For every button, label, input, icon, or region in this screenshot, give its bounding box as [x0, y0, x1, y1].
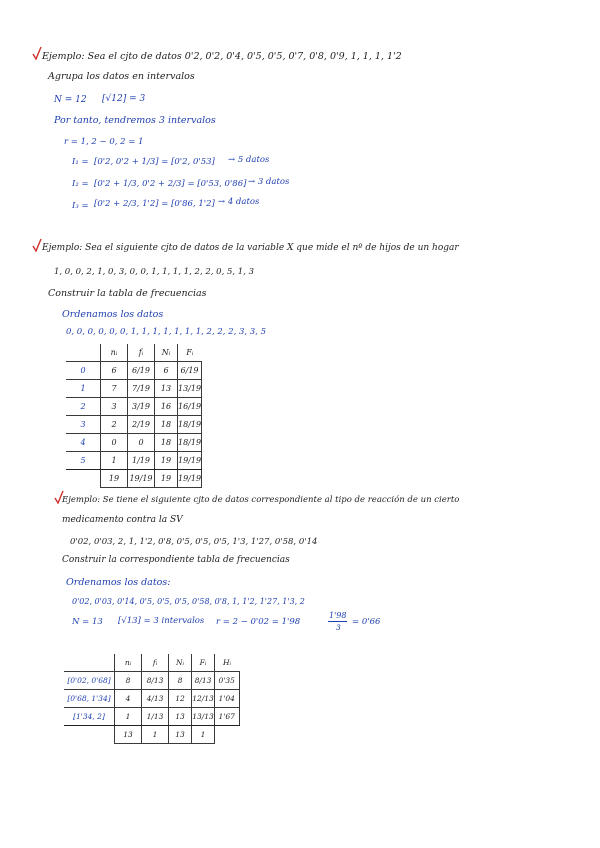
check-mark-icon [32, 238, 42, 252]
interval-3-count: → 4 datos [218, 197, 260, 207]
table-cell: 19/19 [128, 470, 155, 488]
table-header-cell: fᵢ [142, 654, 169, 672]
table-cell [215, 726, 240, 744]
table-cell: 19 [155, 452, 178, 470]
table-cell [64, 654, 115, 672]
check-mark-icon [32, 46, 42, 60]
table-cell: 1 [101, 452, 128, 470]
table-cell: 18 [155, 434, 178, 452]
table-cell: 12/13 [192, 690, 215, 708]
example3-raw-data: 0'02, 0'03, 2, 1, 1'2, 0'8, 0'5, 0'5, 0'5, 1'3, 1'27, 0'58, 0'14 [70, 537, 318, 547]
table-cell: 0'35 [215, 672, 240, 690]
example1-n: N = 12 [54, 95, 87, 105]
interval-3-label: I₃ = [72, 201, 89, 211]
table-cell: 1'67 [215, 708, 240, 726]
table-cell: 7 [101, 380, 128, 398]
example3-width-denominator: 3 [336, 623, 341, 632]
table-header-cell: nᵢ [115, 654, 142, 672]
frequency-table-2 [64, 654, 240, 744]
table-cell: 4 [66, 434, 101, 452]
table-cell: 13/19 [178, 380, 202, 398]
table-header-cell: Hᵢ [215, 654, 240, 672]
example2-ordered-heading: Ordenamos los datos [62, 309, 164, 320]
table-cell: [0'68, 1'34] [64, 690, 115, 708]
table-row [66, 398, 202, 416]
table-row [64, 690, 239, 708]
table-cell: 19/19 [178, 470, 202, 488]
table-cell [64, 726, 115, 744]
table-header-cell: Fᵢ [178, 344, 202, 362]
table-header-cell: Fᵢ [192, 654, 215, 672]
table-cell: [1'34, 2] [64, 708, 115, 726]
table-cell: 1/19 [128, 452, 155, 470]
table-cell: 1 [142, 726, 169, 744]
table-cell: 3 [101, 398, 128, 416]
table-cell: 8/13 [142, 672, 169, 690]
table-header-cell: nᵢ [101, 344, 128, 362]
table-header-row [66, 344, 202, 362]
interval-1-expr: [0'2, 0'2 + 1/3] = [0'2, 0'53] [94, 157, 215, 167]
example1-range: r = 1, 2 − 0, 2 = 1 [64, 137, 144, 147]
table-row [66, 380, 202, 398]
example3-n: N = 13 [72, 617, 103, 627]
frequency-table-1 [66, 344, 202, 488]
example3-instruction: Construir la correspondiente tabla de frecuencias [62, 555, 290, 565]
example3-ordered-heading: Ordenamos los datos: [66, 577, 171, 588]
table-cell: 3/19 [128, 398, 155, 416]
table-cell: 19 [101, 470, 128, 488]
table-cell: 1 [192, 726, 215, 744]
table-cell: 6/19 [178, 362, 202, 380]
table-cell: 13 [155, 380, 178, 398]
table-cell: 19 [155, 470, 178, 488]
interval-2-count: → 3 datos [248, 177, 290, 187]
interval-1-label: I₁ = [72, 157, 89, 167]
interval-1-count: → 5 datos [228, 155, 270, 165]
table-cell: 13 [169, 726, 192, 744]
table-row [64, 708, 239, 726]
table-cell: 7/19 [128, 380, 155, 398]
example2-raw-data: 1, 0, 0, 2, 1, 0, 3, 0, 0, 1, 1, 1, 1, 2, 2, 0, 5, 1, 3 [54, 267, 255, 277]
table-row [66, 434, 202, 452]
table-cell: 1'04 [215, 690, 240, 708]
interval-2-expr: [0'2 + 1/3, 0'2 + 2/3] = [0'53, 0'86] [94, 179, 247, 189]
example3-range: r = 2 − 0'02 = 1'98 [216, 617, 301, 627]
table-cell: 1 [115, 708, 142, 726]
table-cell [66, 344, 101, 362]
table-cell: 8/13 [192, 672, 215, 690]
table-cell: 1 [66, 380, 101, 398]
example2-instruction: Construir la tabla de frecuencias [48, 288, 207, 299]
table-cell: 6 [155, 362, 178, 380]
table-cell: 2 [101, 416, 128, 434]
table-cell: 13/13 [192, 708, 215, 726]
table-cell: 18/19 [178, 416, 202, 434]
table-cell: 16 [155, 398, 178, 416]
example1-title: Ejemplo: Sea el cjto de datos 0'2, 0'2, 0'4, 0'5, 0'5, 0'7, 0'8, 0'9, 1, 1, 1, 1'2 [42, 51, 402, 62]
table-totals-row [66, 470, 202, 488]
example3-width-numerator: 1'98 [329, 611, 347, 620]
table-cell: 19/19 [178, 452, 202, 470]
table-cell: 4/13 [142, 690, 169, 708]
table-cell: 18/19 [178, 434, 202, 452]
table-row [66, 452, 202, 470]
table-cell: 12 [169, 690, 192, 708]
table-row [66, 416, 202, 434]
table-header-cell: Nᵢ [155, 344, 178, 362]
example3-ordered-data: 0'02, 0'03, 0'14, 0'5, 0'5, 0'5, 0'58, 0'8, 1, 1'2, 1'27, 1'3, 2 [72, 597, 305, 606]
table-cell: [0'02, 0'68] [64, 672, 115, 690]
table-row [64, 672, 239, 690]
table-cell: 6/19 [128, 362, 155, 380]
example1-conclusion: Por tanto, tendremos 3 intervalos [54, 115, 216, 126]
example2-ordered-data: 0, 0, 0, 0, 0, 0, 1, 1, 1, 1, 1, 1, 1, 2, 2, 2, 3, 3, 5 [66, 327, 267, 337]
table-totals-row [64, 726, 239, 744]
example3-title-cont: medicamento contra la SV [62, 515, 183, 525]
interval-3-expr: [0'2 + 2/3, 1'2] = [0'86, 1'2] [94, 199, 215, 209]
table-cell: 8 [115, 672, 142, 690]
example3-width-value: = 0'66 [352, 617, 381, 627]
table-header-row [64, 654, 239, 672]
table-cell [66, 470, 101, 488]
table-cell: 5 [66, 452, 101, 470]
table-row [66, 362, 202, 380]
table-cell: 13 [169, 708, 192, 726]
table-cell: 13 [115, 726, 142, 744]
example3-sqrt: [√13] = 3 intervalos [118, 616, 205, 626]
table-header-cell: fᵢ [128, 344, 155, 362]
table-cell: 6 [101, 362, 128, 380]
table-cell: 0 [66, 362, 101, 380]
table-cell: 16/19 [178, 398, 202, 416]
table-cell: 2/19 [128, 416, 155, 434]
interval-2-label: I₂ = [72, 179, 89, 189]
table-cell: 2 [66, 398, 101, 416]
table-cell: 18 [155, 416, 178, 434]
example1-subtitle: Agrupa los datos en intervalos [48, 71, 195, 82]
example3-title: Ejemplo: Se tiene el siguiente cjto de datos correspondiente al tipo de reacción de un cierto [62, 495, 460, 505]
example1-sqrt: [√12] = 3 [102, 94, 146, 104]
table-cell: 0 [128, 434, 155, 452]
table-cell: 0 [101, 434, 128, 452]
example2-title: Ejemplo: Sea el siguiente cjto de datos de la variable X que mide el nº de hijos de un hogar [42, 243, 459, 253]
table-cell: 4 [115, 690, 142, 708]
table-cell: 8 [169, 672, 192, 690]
table-header-cell: Nᵢ [169, 654, 192, 672]
table-cell: 3 [66, 416, 101, 434]
table-cell: 1/13 [142, 708, 169, 726]
